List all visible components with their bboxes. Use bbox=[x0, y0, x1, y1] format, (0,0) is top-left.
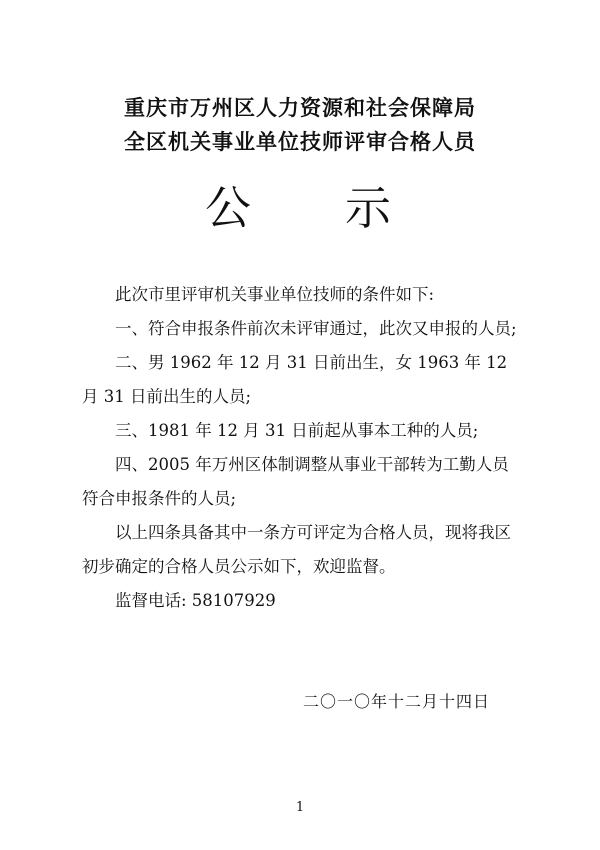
condition-item-3: 三、1981 年 12 月 31 日前起从事本工种的人员; bbox=[115, 421, 479, 440]
intro-paragraph: 此次市里评审机关事业单位技师的条件如下: bbox=[115, 285, 435, 304]
condition-item-2: 二、男 1962 年 12 月 31 日前出生，女 1963 年 12 月 31 日前出生的人员; bbox=[82, 353, 508, 406]
notice-heading bbox=[0, 172, 600, 238]
notice-heading-char-1: 公 bbox=[205, 181, 255, 235]
supervision-phone: 监督电话: 58107929 bbox=[115, 591, 276, 610]
conclusion-paragraph: 以上四条具备其中一条方可评定为合格人员，现将我区初步确定的合格人员公示如下，欢迎监督。 bbox=[82, 523, 511, 576]
notice-heading-char-2: 示 bbox=[345, 181, 395, 235]
subject-title: 全区机关事业单位技师评审合格人员 bbox=[124, 130, 476, 154]
condition-item-4: 四、2005 年万州区体制调整从事业干部转为工勤人员符合申报条件的人员; bbox=[82, 455, 509, 508]
notice-body bbox=[82, 278, 522, 618]
issue-date: 二〇一〇年十二月十四日 bbox=[303, 692, 491, 711]
page-number: 1 bbox=[295, 800, 305, 815]
issuer-title: 重庆市万州区人力资源和社会保障局 bbox=[124, 96, 476, 120]
condition-item-1: 一、符合申报条件前次未评审通过，此次又申报的人员; bbox=[115, 319, 517, 338]
